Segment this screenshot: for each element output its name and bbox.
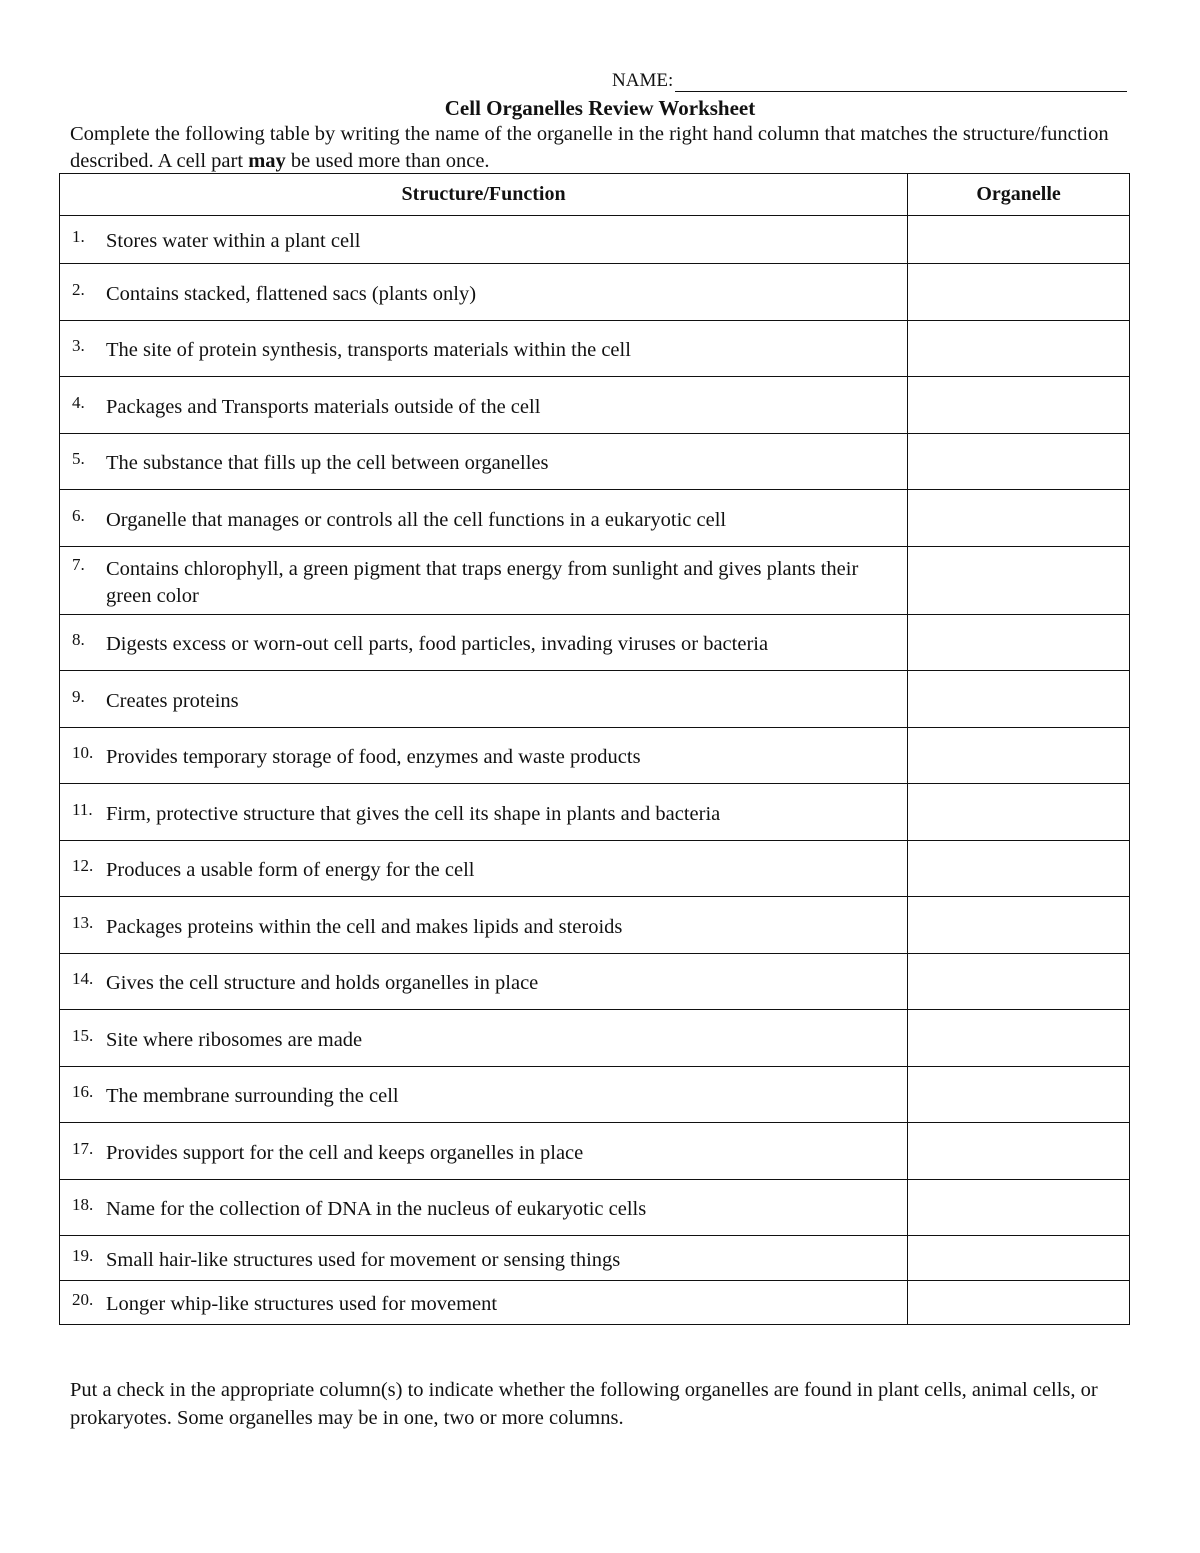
structure-function-cell	[60, 434, 908, 490]
structure-function-cell	[60, 841, 908, 897]
row-description: Contains stacked, flattened sacs (plants only)	[106, 282, 477, 305]
structure-function-cell	[60, 615, 908, 671]
structure-function-content	[60, 680, 907, 719]
structure-function-cell	[60, 490, 908, 547]
table-row	[60, 1236, 1130, 1281]
row-description: Stores water within a plant cell	[106, 230, 361, 252]
row-number: 9.	[72, 686, 85, 706]
table-row	[60, 547, 1130, 615]
column-header-structure-function: Structure/Function	[60, 174, 908, 216]
organelle-answer-cell[interactable]	[908, 954, 1130, 1010]
structure-function-content	[60, 273, 907, 312]
structure-function-cell	[60, 784, 908, 841]
row-number: 10.	[72, 743, 94, 762]
structure-function-cell	[60, 671, 908, 728]
table-row	[60, 954, 1130, 1010]
structure-function-content	[60, 906, 907, 945]
row-number: 16.	[72, 1082, 94, 1101]
row-number: 8.	[72, 630, 85, 649]
row-description: Gives the cell structure and holds organelles in place	[106, 972, 539, 994]
structure-function-cell	[60, 1281, 908, 1325]
organelle-answer-cell[interactable]	[908, 728, 1130, 784]
name-label: NAME:	[612, 70, 674, 91]
structure-function-content	[60, 499, 907, 538]
organelle-answer-cell[interactable]	[908, 264, 1130, 321]
row-description: Provides temporary storage of food, enzymes and waste products	[106, 746, 641, 768]
table-row	[60, 841, 1130, 897]
structure-function-content	[60, 386, 907, 425]
organelle-answer-cell[interactable]	[908, 321, 1130, 377]
table-row	[60, 615, 1130, 671]
structure-function-cell	[60, 264, 908, 321]
row-description: Digests excess or worn-out cell parts, food particles, invading viruses or bacteria	[106, 633, 769, 655]
structure-function-cell	[60, 728, 908, 784]
row-description: The site of protein synthesis, transports materials within the cell	[106, 339, 631, 361]
table-row	[60, 1180, 1130, 1236]
row-number: 15.	[72, 1025, 94, 1045]
row-number: 5.	[72, 449, 85, 468]
table-row	[60, 434, 1130, 490]
row-description: The substance that fills up the cell between organelles	[106, 452, 549, 474]
instructions-text-pre: Complete the following table by writing the name of the organelle in the right hand column that matches the structure/function described. A cell part	[70, 123, 1109, 172]
row-description: Firm, protective structure that gives the cell its shape in plants and bacteria	[106, 802, 721, 825]
row-number: 11.	[72, 799, 93, 819]
table-instructions	[70, 121, 1130, 175]
structure-function-cell	[60, 1067, 908, 1123]
row-description: Contains chlorophyll, a green pigment that traps energy from sunlight and gives plants their green color	[106, 557, 859, 607]
structure-function-content	[60, 736, 907, 775]
structure-function-content	[60, 548, 907, 614]
row-number: 17.	[72, 1138, 94, 1158]
row-description: Longer whip-like structures used for movement	[106, 1293, 498, 1315]
row-number: 19.	[72, 1245, 94, 1265]
organelle-answer-cell[interactable]	[908, 671, 1130, 728]
structure-function-cell	[60, 1123, 908, 1180]
table-row	[60, 728, 1130, 784]
table-row	[60, 1281, 1130, 1325]
table-row	[60, 1010, 1130, 1067]
row-description: Provides support for the cell and keeps organelles in place	[106, 1141, 584, 1164]
table-row	[60, 897, 1130, 954]
row-description: Site where ribosomes are made	[106, 1028, 363, 1051]
table-row	[60, 264, 1130, 321]
row-number: 13.	[72, 912, 94, 932]
row-description: Creates proteins	[106, 689, 239, 712]
row-number: 18.	[72, 1195, 94, 1214]
structure-function-content	[60, 1019, 907, 1058]
row-number: 6.	[72, 505, 85, 525]
organelle-answer-cell[interactable]	[908, 1236, 1130, 1281]
table-row	[60, 377, 1130, 434]
structure-function-content	[60, 1075, 907, 1114]
row-description: Packages and Transports materials outside of the cell	[106, 395, 541, 418]
organelle-answer-cell[interactable]	[908, 216, 1130, 264]
row-description: Produces a usable form of energy for the cell	[106, 859, 475, 881]
table-body	[60, 216, 1130, 1325]
structure-function-content	[60, 962, 907, 1001]
structure-function-content	[60, 1283, 907, 1322]
structure-function-cell	[60, 897, 908, 954]
structure-function-cell	[60, 1180, 908, 1236]
structure-function-cell	[60, 377, 908, 434]
row-description: Organelle that manages or controls all the cell functions in a eukaryotic cell	[106, 508, 727, 531]
organelle-answer-cell[interactable]	[908, 1281, 1130, 1325]
table-row	[60, 671, 1130, 728]
structure-function-content	[60, 1132, 907, 1171]
structure-function-content	[60, 849, 907, 888]
structure-function-cell	[60, 1010, 908, 1067]
structure-function-content	[60, 442, 907, 481]
row-number: 1.	[72, 227, 85, 246]
instructions-text-bold: may	[248, 150, 286, 172]
page-title: Cell Organelles Review Worksheet	[444, 96, 756, 120]
structure-function-cell	[60, 321, 908, 377]
organelle-answer-cell[interactable]	[908, 841, 1130, 897]
structure-function-cell	[60, 547, 908, 615]
table-row	[60, 784, 1130, 841]
organelle-answer-cell[interactable]	[908, 1180, 1130, 1236]
table-row	[60, 1067, 1130, 1123]
organelle-answer-cell[interactable]	[908, 1067, 1130, 1123]
row-number: 7.	[72, 554, 85, 574]
organelle-table	[59, 173, 1130, 1325]
structure-function-cell	[60, 954, 908, 1010]
structure-function-content	[60, 623, 907, 662]
organelle-answer-cell[interactable]	[908, 377, 1130, 434]
row-number: 2.	[72, 279, 85, 299]
instructions-text-post: be used more than once.	[285, 150, 490, 172]
table-row	[60, 321, 1130, 377]
structure-function-cell	[60, 1236, 908, 1281]
row-description: The membrane surrounding the cell	[106, 1085, 399, 1107]
structure-function-content	[60, 1188, 907, 1227]
organelle-answer-cell[interactable]	[908, 547, 1130, 615]
organelle-answer-cell[interactable]	[908, 897, 1130, 954]
row-number: 12.	[72, 856, 94, 875]
organelle-answer-cell[interactable]	[908, 1010, 1130, 1067]
name-field	[612, 70, 1127, 92]
check-instructions: Put a check in the appropriate column(s) to indicate whether the following organelles are found in plant cells, animal cells, or prokaryotes. Some organelles may be in one, two or more columns.	[70, 1379, 1098, 1429]
row-number: 4.	[72, 392, 85, 412]
name-blank-line[interactable]	[675, 71, 1127, 92]
row-number: 3.	[72, 336, 85, 355]
table-row	[60, 216, 1130, 264]
row-number: 20.	[72, 1290, 94, 1309]
structure-function-content	[60, 329, 907, 368]
structure-function-content	[60, 793, 907, 832]
organelle-answer-cell[interactable]	[908, 1123, 1130, 1180]
table-header-row	[60, 174, 1130, 216]
structure-function-cell	[60, 216, 908, 264]
organelle-answer-cell[interactable]	[908, 615, 1130, 671]
table-row	[60, 1123, 1130, 1180]
row-description: Small hair-like structures used for movement or sensing things	[106, 1248, 621, 1271]
organelle-answer-cell[interactable]	[908, 434, 1130, 490]
structure-function-content	[60, 1239, 907, 1278]
organelle-answer-cell[interactable]	[908, 784, 1130, 841]
row-description: Packages proteins within the cell and makes lipids and steroids	[106, 915, 623, 938]
column-header-organelle: Organelle	[908, 174, 1130, 216]
row-number: 14.	[72, 969, 94, 988]
table-row	[60, 490, 1130, 547]
organelle-answer-cell[interactable]	[908, 490, 1130, 547]
row-description: Name for the collection of DNA in the nucleus of eukaryotic cells	[106, 1198, 647, 1220]
structure-function-content	[60, 220, 907, 259]
